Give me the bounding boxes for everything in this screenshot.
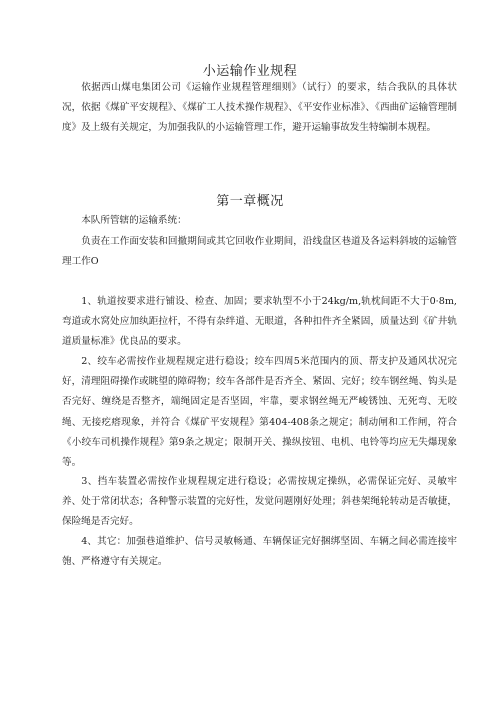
list-item-winch: 2、绞车必需按作业规程规定进行稳设；绞车四周5米范围内的顶、帮支护及通风状况完好，清理阻碍操作或眺望的障碍物；绞车各部件是否齐全、紧固、完好；绞车钢丝绳、钩头是否完好、缠绕是否整齐，端绳固定是否坚固，牢靠，要求钢丝绳无严峻锈蚀、无死弯、无咬绳、无接疙瘩现象，并符合《煤矿平安规程》第404-408条之规定；制动闸和工作闸，符合《小绞车司机操作规程》第9条之规定；限制开关、操纵按钮、电机、电铃等均应无失爆现象等。 <box>62 356 457 469</box>
duty-paragraph: 负责在工作面安装和回撤期间或其它回收作业期间，沿线盘区巷道及各运料斜坡的运输管理工作O <box>62 236 457 268</box>
transport-system-label: 本队所管辖的运输系统： <box>81 215 187 226</box>
intro-paragraph: 依据西山煤电集团公司《运输作业规程管理细则》（试行）的要求，结合我队的具体状况，依据《煤矿平安规程》、《煤矿工人技术操作规程》、《平安作业标准》、《西曲矿运输管理制度》及上级有关规定，为加强我队的小运输管理工作，避开运输事故发生特编制本规程。 <box>62 82 457 134</box>
list-item-stop-device: 3、挡车装置必需按作业规程规定进行稳设；必需按规定操纵，必需保证完好、灵敏牢养、处于常闭状态；各种警示装置的完好性，发觉问题刚好处理；斜巷架绳轮转动是否敏捷，保险绳是否完好。 <box>62 476 457 528</box>
chapter-title: 第一章概况 <box>216 194 284 209</box>
document-title: 小运输作业规程 <box>202 64 298 79</box>
list-item-other: 4、其它：加强巷道维护、信号灵敏畅通、车辆保证完好捆绑坚固、车辆之间必需连接牢匏、严格遵守有关规定。 <box>62 536 457 568</box>
list-item-track: 1、轨道按要求进行铺设、检查、加固；要求轨型不小于24kg/m,轨枕间距不大于0·8m,弯道或水窝处应加纨距拉杆，不得有杂绊道、无眼道，各种扣件齐全紧固，质量达到《矿井轨道质量标准》优良品的要求。 <box>62 296 457 348</box>
